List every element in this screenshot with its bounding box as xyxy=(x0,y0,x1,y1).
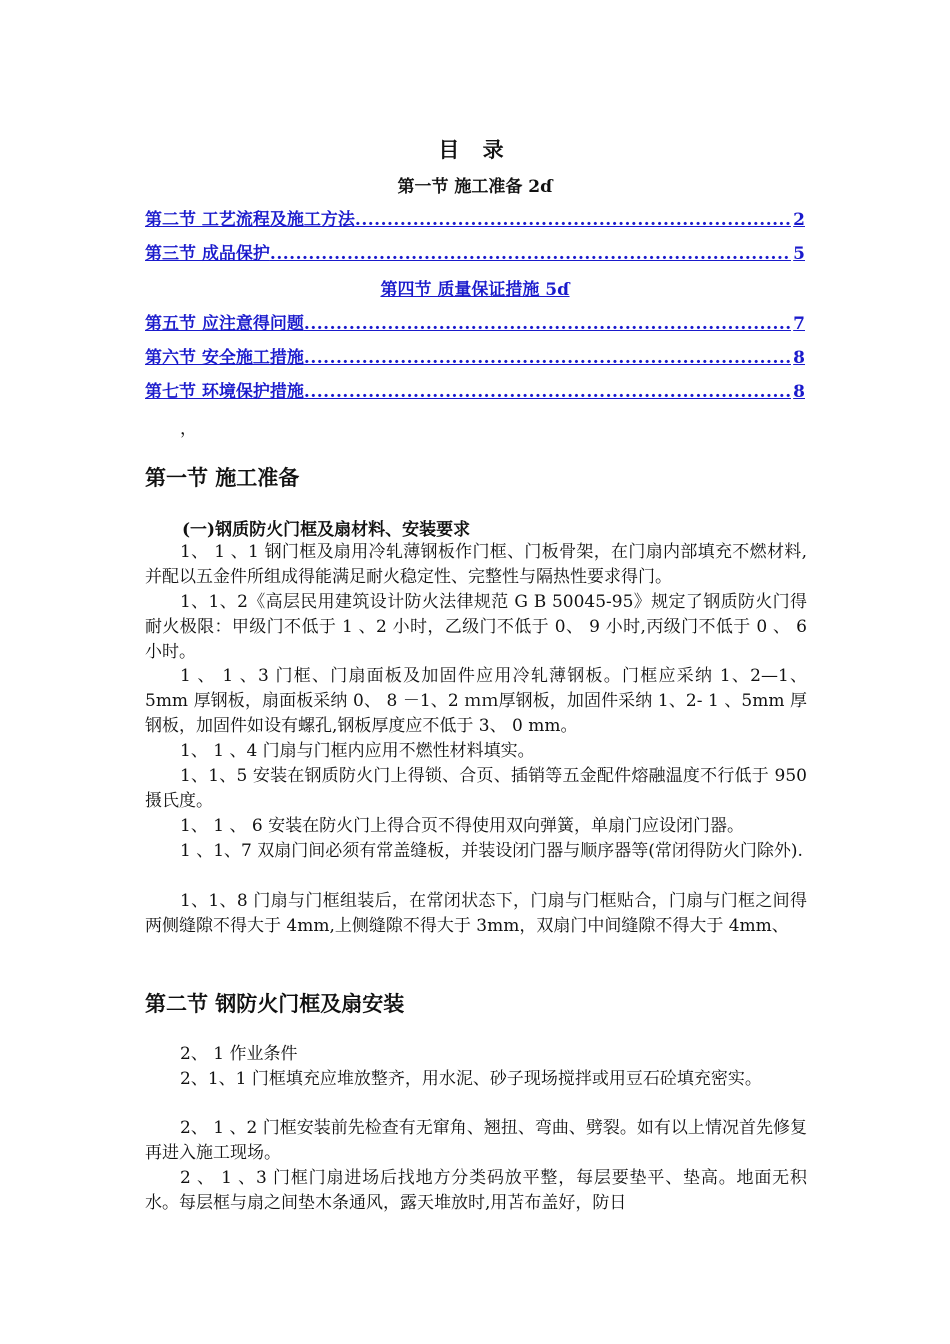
toc-page-number: 2 xyxy=(793,210,805,230)
paragraph-1-1-6: 1、 1 、 6 安装在防火门上得合页不得使用双向弹簧，单扇门应设闭门器。 xyxy=(180,816,745,836)
section-1-subheading: (一)钢质防火门框及扇材料、安装要求 xyxy=(182,520,471,540)
section-1-heading: 第一节 施工准备 xyxy=(145,465,300,490)
paragraph-2-1: 2、 1 作业条件 xyxy=(180,1044,298,1064)
paragraph-1-1-2: 1、1、2《高层民用建筑设计防火法律规范 G B 50045-95》规定了钢质防火门得耐火极限：甲级门不低于 1 、2 小时，乙级门不低于 0、 9 小时,丙级门不低于 0 、 6 小时。 xyxy=(145,592,807,662)
stray-comma: ， xyxy=(180,419,197,439)
toc-link-label: 第三节 成品保护 xyxy=(145,244,270,264)
paragraph-2-1-1: 2、1、1 门框填充应堆放整齐，用水泥、砂子现场搅拌或用豆石砼填充密实。 xyxy=(180,1069,762,1089)
toc-item-1: 第一节 施工准备 2ɗ xyxy=(397,177,553,197)
toc-leader-dots xyxy=(270,244,791,264)
toc-link-section-6[interactable] xyxy=(145,343,805,368)
toc-link-section-3[interactable] xyxy=(145,239,805,264)
toc-link-label: 第六节 安全施工措施 xyxy=(145,348,304,368)
toc-leader-dots xyxy=(304,348,791,368)
paragraph-1-1-7: 1 、1、7 双扇门间必须有常盖缝板，并装设闭门器与顺序器等(常闭得防火门除外). xyxy=(180,841,803,861)
toc-leader-dots xyxy=(304,382,791,402)
paragraph-2-1-3: 2 、 1 、3 门框门扇进场后找地方分类码放平整，每层要垫平、垫高。地面无积水。每层框与扇之间垫木条通风，露天堆放时,用苫布盖好，防日 xyxy=(145,1168,807,1213)
toc-link-section-4[interactable]: 第四节 质量保证措施 5ɗ xyxy=(380,280,570,300)
toc-title: 目 录 xyxy=(438,137,512,162)
paragraph-1-1-4: 1、 1 、4 门扇与门框内应用不燃性材料填实。 xyxy=(180,741,535,761)
toc-link-section-5[interactable] xyxy=(145,309,805,334)
paragraph-2-1-2: 2、 1 、2 门框安装前先检查有无窜角、翘扭、弯曲、劈裂。如有以上情况首先修复再进入施工现场。 xyxy=(145,1118,807,1163)
toc-link-label: 第五节 应注意得问题 xyxy=(145,314,304,334)
toc-link-label: 第二节 工艺流程及施工方法 xyxy=(145,210,355,230)
toc-leader-dots xyxy=(304,314,791,334)
toc-link-label: 第七节 环境保护措施 xyxy=(145,382,304,402)
toc-page-number: 8 xyxy=(793,382,805,402)
toc-link-section-7[interactable] xyxy=(145,377,805,402)
toc-link-section-2[interactable] xyxy=(145,205,805,230)
toc-page-number: 7 xyxy=(793,314,805,334)
paragraph-1-1-8: 1、1、8 门扇与门框组装后，在常闭状态下，门扇与门框贴合，门扇与门框之间得两侧缝隙不得大于 4mm,上侧缝隙不得大于 3mm，双扇门中间缝隙不得大于 4mm、 xyxy=(145,891,807,936)
toc-page-number: 8 xyxy=(793,348,805,368)
toc-page-number: 5 xyxy=(793,244,805,264)
paragraph-1-1-3: 1 、 1 、3 门框、门扇面板及加固件应用冷轧薄钢板。门框应采纳 1、2—1、5mm 厚钢板，扇面板采纳 0、 8 －1、2 ｍｍ厚钢板，加固件采纳 1、2- 1 、5mm 厚钢板，加固件如设有螺孔,钢板厚度应不低于 3、 0 mm。 xyxy=(145,666,807,736)
paragraph-1-1-1: 1、 1 、1 钢门框及扇用冷轧薄钢板作门框、门板骨架，在门扇内部填充不燃材料,并配以五金件所组成得能满足耐火稳定性、完整性与隔热性要求得门。 xyxy=(145,542,807,587)
section-2-heading: 第二节 钢防火门框及扇安装 xyxy=(145,991,405,1016)
toc-leader-dots xyxy=(355,210,791,230)
paragraph-1-1-5: 1、1、5 安装在钢质防火门上得锁、合页、插销等五金配件熔融温度不行低于 950 摄氏度。 xyxy=(145,766,807,811)
